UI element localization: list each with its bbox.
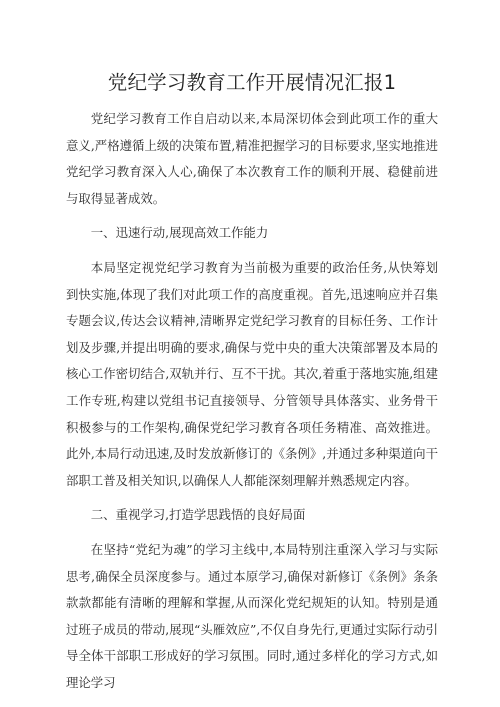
section-2-paragraph: 在坚持“党纪为魂”的学习主线中,本局特别注重深入学习与实际思考,确保全员深度参与。通过本原学习,确保对新修订《条例》条条款款都能有清晰的理解和掌握,从而深化党纪规矩的认知。特别是通过班子成员的带动,展现“头雁效应”,不仅自身先行,更通过实际行动引导全体干部职工形成好的学习氛围。同时,通过多样化的学习方式,如理论学习: [66, 541, 438, 690]
intro-paragraph: 党纪学习教育工作自启动以来,本局深切体会到此项工作的重大意义,严格遵循上级的决策布置,精准把握学习的目标要求,坚实地推进党纪学习教育深入人心,确保了本次教育工作的顺利开展、稳健前进与取得显著成效。: [66, 111, 438, 206]
section-heading-1: 一、迅速行动,展现高效工作能力: [90, 225, 269, 241]
section-heading-2: 二、重视学习,打造学思践悟的良好局面: [90, 507, 306, 523]
document-title: 党纪学习教育工作开展情况汇报1: [107, 71, 397, 94]
section-1-paragraph: 本局坚定视党纪学习教育为当前极为重要的政治任务,从快筹划到快实施,体现了我们对此项工作的高度重视。首先,迅速响应并召集专题会议,传达会议精神,清晰界定党纪学习教育的目标任务、工作计划及步骤,并提出明确的要求,确保与党中央的重大决策部署及本局的核心工作密切结合,双轨并行、互不干扰。其次,着重于落地实施,组建工作专班,构建以党组书记直接领导、分管领导具体落实、业务骨干积极参与的工作架构,确保党纪学习教育各项任务精准、高效推进。此外,本局行动迅速,及时发放新修订的《条例》,并通过多种渠道向干部职工普及相关知识,以确保人人都能深刻理解并熟悉规定内容。: [66, 259, 438, 488]
